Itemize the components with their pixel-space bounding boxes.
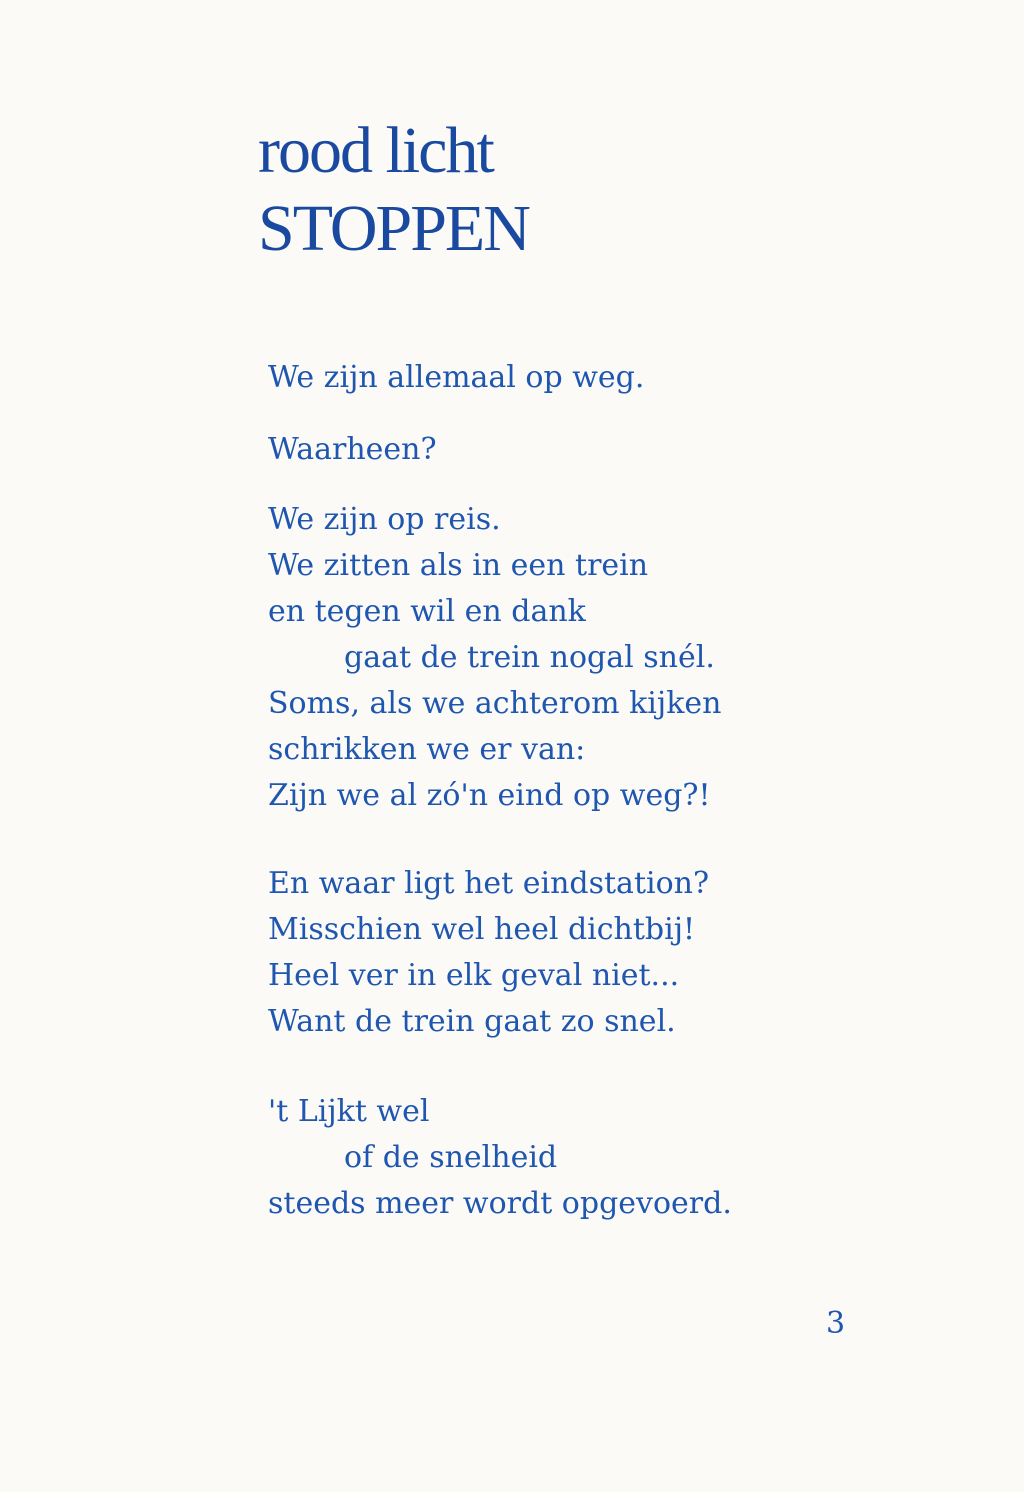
page-number: 3 xyxy=(826,1306,846,1341)
poem-line: Waarheen? xyxy=(268,432,437,467)
poem-line: We zijn allemaal op weg. xyxy=(268,360,645,395)
poem-line: En waar ligt het eindstation? xyxy=(268,866,710,901)
poem-line: Soms, als we achterom kijken xyxy=(268,686,722,721)
poem-line: en tegen wil en dank xyxy=(268,594,586,629)
poem-line: We zitten als in een trein xyxy=(268,548,649,583)
poem-line: Want de trein gaat zo snel. xyxy=(268,1004,676,1039)
poem-line: Zijn we al zó'n eind op weg?! xyxy=(268,778,711,813)
page-title xyxy=(258,112,529,268)
poem-line: steeds meer wordt opgevoerd. xyxy=(268,1186,732,1221)
title-line-1: rood licht xyxy=(258,114,493,187)
poem-line: 't Lijkt wel xyxy=(268,1094,430,1129)
poem-line-indented: gaat de trein nogal snél. xyxy=(344,640,715,675)
poem-line: We zijn op reis. xyxy=(268,502,501,537)
poem-line: Heel ver in elk geval niet... xyxy=(268,958,680,993)
poem-line-indented: of de snelheid xyxy=(344,1140,558,1175)
title-line-2: STOPPEN xyxy=(258,192,529,265)
poem-line: schrikken we er van: xyxy=(268,732,586,767)
poem-line: Misschien wel heel dichtbij! xyxy=(268,912,696,947)
poem xyxy=(268,355,732,1227)
